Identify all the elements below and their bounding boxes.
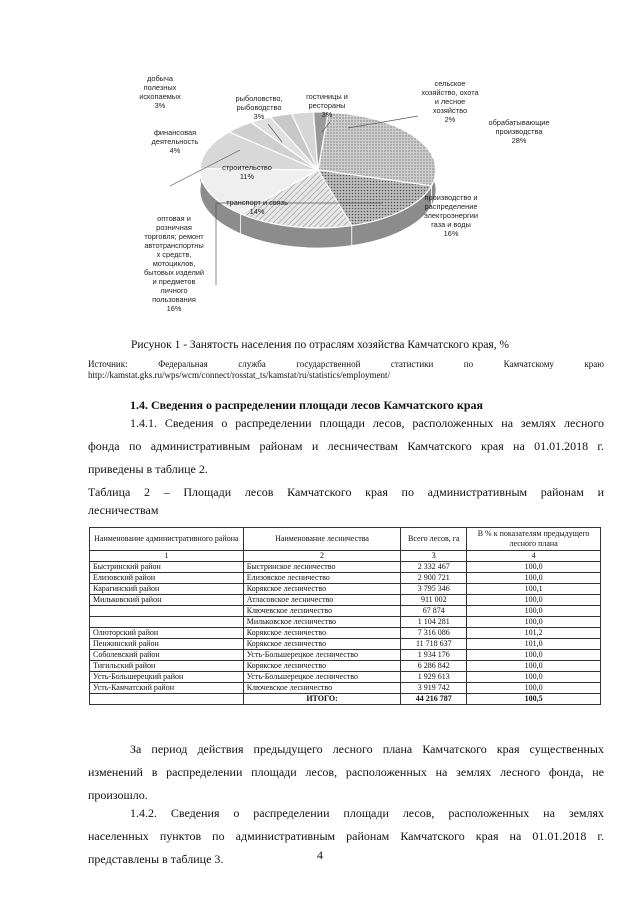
pie-label-hotels bbox=[294, 92, 360, 119]
table-cell: 2 332 467 bbox=[401, 562, 467, 573]
label-line: производство и bbox=[424, 193, 478, 202]
table-row bbox=[90, 617, 601, 628]
table-cell: Пенжинский район bbox=[90, 639, 244, 650]
label-line: хозяйство, охота bbox=[421, 88, 479, 97]
table-cell: 44 216 787 bbox=[401, 694, 467, 705]
label-line: торговля; ремонт bbox=[144, 232, 204, 241]
label-line: рестораны bbox=[308, 101, 346, 110]
label-pct: 16% bbox=[166, 304, 182, 313]
pie-label-fishing bbox=[226, 94, 292, 121]
label-pct: 4% bbox=[169, 146, 181, 155]
table-cell: 67 874 bbox=[401, 606, 467, 617]
table-cell: Мильковский район bbox=[90, 595, 244, 606]
label-line: обрабатывающие bbox=[488, 118, 550, 127]
table-cell: 100,0 bbox=[467, 606, 601, 617]
table-cell: Мильковское лесничество bbox=[243, 617, 401, 628]
table-cell: Быстринский район bbox=[90, 562, 244, 573]
pie-label-transport bbox=[214, 198, 300, 216]
paragraph-line: приведены в таблице 2. bbox=[88, 462, 208, 476]
table-cell: Ключевское лесничество bbox=[243, 606, 401, 617]
table-cell: 101,0 bbox=[467, 639, 601, 650]
label-line: финансовая bbox=[153, 128, 197, 137]
label-line: ископаемых bbox=[139, 92, 181, 101]
table-row bbox=[90, 672, 601, 683]
label-pct: 3% bbox=[154, 101, 166, 110]
table-row bbox=[90, 628, 601, 639]
label-line: транспорт и связь bbox=[226, 198, 288, 207]
pie-label-trade bbox=[132, 214, 216, 313]
table-index-cell: 1 bbox=[90, 551, 244, 562]
table-index-cell: 2 bbox=[243, 551, 401, 562]
table-header-cell: Всего лесов, га bbox=[401, 528, 467, 551]
table-cell bbox=[90, 617, 244, 628]
table-cell: 100,0 bbox=[467, 573, 601, 584]
table-cell: 7 316 086 bbox=[401, 628, 467, 639]
label-line: хозяйство bbox=[432, 106, 468, 115]
table-cell: ИТОГО: bbox=[243, 694, 401, 705]
table-index-cell: 3 bbox=[401, 551, 467, 562]
table-cell: Елизовский район bbox=[90, 573, 244, 584]
table-row bbox=[90, 595, 601, 606]
table-header-cell: В % к показателям предыдущего лесного плана bbox=[467, 528, 601, 551]
label-line: газа и воды bbox=[431, 220, 471, 229]
label-pct: 3% bbox=[321, 110, 333, 119]
paragraph-line: произошло. bbox=[88, 788, 148, 802]
table-cell: 100,0 bbox=[467, 617, 601, 628]
paragraph-line: изменений в распределении площади лесов, расположенных на землях лесного фонда, не bbox=[88, 765, 604, 779]
table-header-row bbox=[90, 528, 601, 551]
label-line: рыболовство, bbox=[235, 94, 283, 103]
table-cell: 1 104 281 bbox=[401, 617, 467, 628]
pie-label-construction bbox=[212, 163, 282, 181]
paragraph-line: представлены в таблице 3. bbox=[88, 852, 224, 866]
label-line: строительство bbox=[222, 163, 272, 172]
label-pct: 28% bbox=[511, 136, 527, 145]
label-line: гостиницы и bbox=[306, 92, 348, 101]
figure-caption: Рисунок 1 - Занятость населения по отраслям хозяйства Камчатского края, % bbox=[130, 339, 510, 351]
figure-source: Источник: Федеральная служба государственной статистики по Камчатскому краю bbox=[88, 359, 604, 369]
table-cell: 1 929 613 bbox=[401, 672, 467, 683]
table-cell: Корякское лесничество bbox=[243, 639, 401, 650]
table-row bbox=[90, 562, 601, 573]
table-index-row bbox=[90, 551, 601, 562]
table-cell bbox=[90, 606, 244, 617]
label-pct: 2% bbox=[444, 115, 456, 124]
label-line: пользования bbox=[152, 295, 196, 304]
table-cell: Соболевский район bbox=[90, 650, 244, 661]
label-line: оптовая и bbox=[157, 214, 191, 223]
figure-source-url: http://kamstat.gks.ru/wps/wcm/connect/rosstat_ts/kamstat/ru/statistics/employment/ bbox=[88, 370, 390, 380]
table-title-line: лесничествам bbox=[88, 503, 159, 517]
table-row bbox=[90, 584, 601, 595]
forest-area-table bbox=[89, 527, 601, 705]
table-cell: Тигильский район bbox=[90, 661, 244, 672]
paragraph-1-4-1 bbox=[88, 412, 604, 481]
label-pct: 16% bbox=[443, 229, 459, 238]
table-index-cell: 4 bbox=[467, 551, 601, 562]
table-cell: 100,1 bbox=[467, 584, 601, 595]
table-cell: Усть-Большерецкое лесничество bbox=[243, 650, 401, 661]
pie-label-energy bbox=[408, 193, 494, 238]
label-line: и лесное bbox=[434, 97, 466, 106]
label-pct: 14% bbox=[249, 207, 265, 216]
table-cell: 3 795 346 bbox=[401, 584, 467, 595]
table-cell: 100,0 bbox=[467, 650, 601, 661]
page-number: 4 bbox=[317, 848, 323, 862]
pie-label-mining bbox=[120, 74, 200, 110]
label-line: добыча bbox=[147, 74, 173, 83]
label-line: личного bbox=[160, 286, 188, 295]
table-title bbox=[88, 481, 604, 522]
paragraph-line: За период действия предыдущего лесного плана Камчатского края существенных bbox=[130, 742, 604, 756]
table-cell: Корякское лесничество bbox=[243, 661, 401, 672]
table-cell: Ключевское лесничество bbox=[243, 683, 401, 694]
table-cell: Корякское лесничество bbox=[243, 628, 401, 639]
label-pct: 3% bbox=[253, 112, 265, 121]
table-header-cell: Наименование лесничества bbox=[243, 528, 401, 551]
paragraph-line: населенных пунктов по административным районам Камчатского края на 01.01.2018 г. bbox=[88, 829, 604, 843]
table-row bbox=[90, 606, 601, 617]
table-row bbox=[90, 661, 601, 672]
label-line: производства bbox=[495, 127, 543, 136]
label-line: распределение bbox=[424, 202, 478, 211]
label-line: рыбоводство bbox=[236, 103, 282, 112]
table-cell: Усть-Большерецкое лесничество bbox=[243, 672, 401, 683]
table-cell: 101,2 bbox=[467, 628, 601, 639]
section-heading: 1.4. Сведения о распределении площади лесов Камчатского края bbox=[130, 398, 483, 412]
table-cell: 100,0 bbox=[467, 683, 601, 694]
pie-label-finance bbox=[140, 128, 210, 155]
table-cell: Карагинский район bbox=[90, 584, 244, 595]
label-line: сельское bbox=[434, 79, 466, 88]
table-row bbox=[90, 573, 601, 584]
label-line: х средств, bbox=[156, 250, 192, 259]
label-line: полезных bbox=[143, 83, 177, 92]
paragraph-conclusion bbox=[88, 738, 604, 807]
table-cell: 100,0 bbox=[467, 595, 601, 606]
paragraph-line: фонда по административным районам и лесничествам Камчатского края на 01.01.2018 г. bbox=[88, 439, 604, 453]
table-row bbox=[90, 683, 601, 694]
label-pct: 11% bbox=[239, 172, 255, 181]
label-line: мотоциклов, bbox=[152, 259, 196, 268]
table-cell: Корякское лесничество bbox=[243, 584, 401, 595]
paragraph-line: 1.4.2. Сведения о распределении площади лесов, расположенных на землях bbox=[130, 806, 604, 820]
table-cell: 100,0 bbox=[467, 661, 601, 672]
table-cell: 11 718 637 bbox=[401, 639, 467, 650]
table-cell: Усть-Камчатский район bbox=[90, 683, 244, 694]
label-line: бытовых изделий bbox=[143, 268, 205, 277]
table-total-row bbox=[90, 694, 601, 705]
pie-label-manufacturing bbox=[474, 118, 564, 145]
table-cell: 1 934 176 bbox=[401, 650, 467, 661]
paragraph-line: 1.4.1. Сведения о распределении площади лесов, расположенных на землях лесного bbox=[130, 416, 604, 430]
label-line: электроэнергии bbox=[424, 211, 478, 220]
table-cell: 911 002 bbox=[401, 595, 467, 606]
table-cell: Елизовское лесничество bbox=[243, 573, 401, 584]
label-line: и предметов bbox=[152, 277, 196, 286]
table-cell: 100,5 bbox=[467, 694, 601, 705]
table-title-line: Таблица 2 – Площади лесов Камчатского края по административным районам и bbox=[88, 485, 604, 499]
table-header-cell: Наименование административного района bbox=[90, 528, 244, 551]
table-cell: 2 900 721 bbox=[401, 573, 467, 584]
label-line: автотранспортны bbox=[144, 241, 204, 250]
table-row bbox=[90, 650, 601, 661]
table-cell: Усть-Большерецкий район bbox=[90, 672, 244, 683]
label-line: деятельность bbox=[151, 137, 199, 146]
table-cell: Атласовское лесничество bbox=[243, 595, 401, 606]
table-cell: Олюторский район bbox=[90, 628, 244, 639]
table-cell: Быстринское лесничество bbox=[243, 562, 401, 573]
table-cell: 100,0 bbox=[467, 672, 601, 683]
label-line: розничная bbox=[156, 223, 192, 232]
table-cell bbox=[90, 694, 244, 705]
table-cell: 100,0 bbox=[467, 562, 601, 573]
table-cell: 3 919 742 bbox=[401, 683, 467, 694]
table-cell: 6 286 842 bbox=[401, 661, 467, 672]
table-row bbox=[90, 639, 601, 650]
